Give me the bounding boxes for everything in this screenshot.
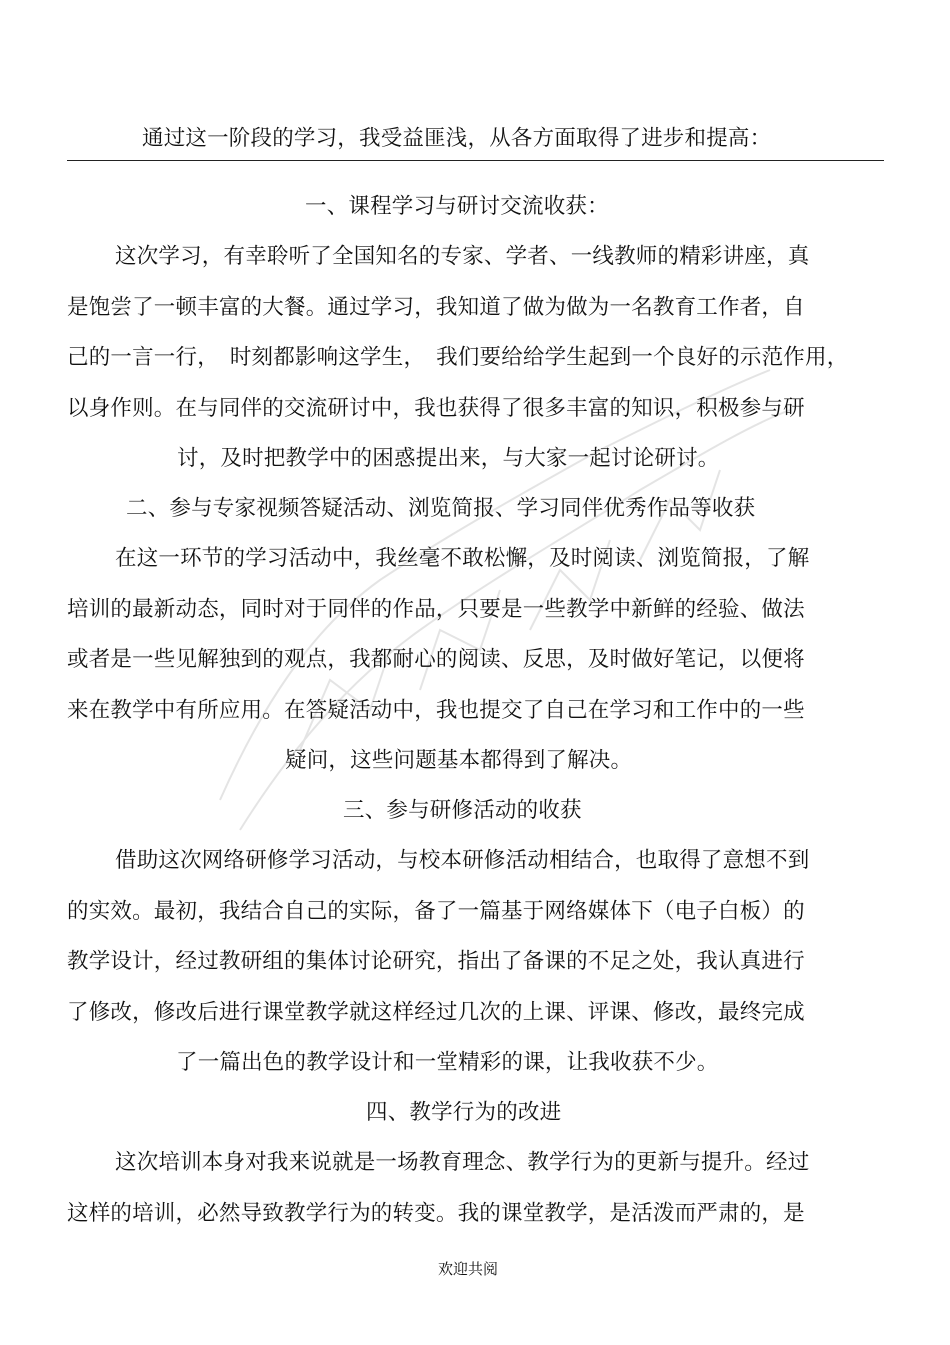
paragraph-line: 这次培训本身对我来说就是一场教育理念、教学行为的更新与提升。经过 [115, 1150, 810, 1175]
paragraph-line: 这样的培训，必然导致教学行为的转变。我的课堂教学，是活泼而严肃的，是 [67, 1201, 805, 1226]
paragraph-line: 在这一环节的学习活动中，我丝毫不敢松懈，及时阅读、浏览简报，了解 [115, 546, 810, 571]
intro-line: 通过这一阶段的学习，我受益匪浅，从各方面取得了进步和提高： [142, 126, 772, 151]
paragraph-line: 了修改，修改后进行课堂教学就这样经过几次的上课、评课、修改，最终完成 [67, 1000, 805, 1025]
page-footer: 欢迎共阅 [438, 1260, 499, 1278]
header-divider [67, 160, 884, 161]
heading-section-4: 四、教学行为的改进 [366, 1100, 562, 1125]
paragraph-line: 培训的最新动态，同时对于同伴的作品，只要是一些教学中新鲜的经验、做法 [67, 597, 805, 622]
paragraph-line: 讨，及时把教学中的困惑提出来，与大家一起讨论研讨。 [177, 446, 720, 471]
paragraph-line: 己的一言一行， 时刻都影响这学生， 我们要给给学生起到一个良好的示范作用， [67, 345, 849, 370]
paragraph-line: 了一篇出色的教学设计和一堂精彩的课，让我收获不少。 [176, 1050, 719, 1075]
paragraph-line: 是饱尝了一顿丰富的大餐。通过学习，我知道了做为做为一名教育工作者，自 [67, 295, 805, 320]
paragraph-line: 疑问，这些问题基本都得到了解决。 [285, 748, 633, 773]
paragraph-line: 借助这次网络研修学习活动，与校本研修活动相结合，也取得了意想不到 [115, 848, 810, 873]
paragraph-line: 的实效。最初，我结合自己的实际，备了一篇基于网络媒体下（电子白板）的 [67, 899, 805, 924]
paragraph-line: 或者是一些见解独到的观点，我都耐心的阅读、反思，及时做好笔记，以便将 [67, 647, 805, 672]
paragraph-line: 以身作则。在与同伴的交流研讨中，我也获得了很多丰富的知识，积极参与研 [67, 396, 805, 421]
heading-section-2: 二、参与专家视频答疑活动、浏览简报、学习同伴优秀作品等收获 [126, 496, 756, 521]
heading-section-1: 一、课程学习与研讨交流收获： [305, 194, 609, 219]
paragraph-line: 这次学习，有幸聆听了全国知名的专家、学者、一线教师的精彩讲座，真 [115, 244, 810, 269]
paragraph-line: 来在教学中有所应用。在答疑活动中，我也提交了自己在学习和工作中的一些 [67, 698, 805, 723]
heading-section-3: 三、参与研修活动的收获 [343, 798, 582, 823]
paragraph-line: 教学设计，经过教研组的集体讨论研究，指出了备课的不足之处，我认真进行 [67, 949, 805, 974]
